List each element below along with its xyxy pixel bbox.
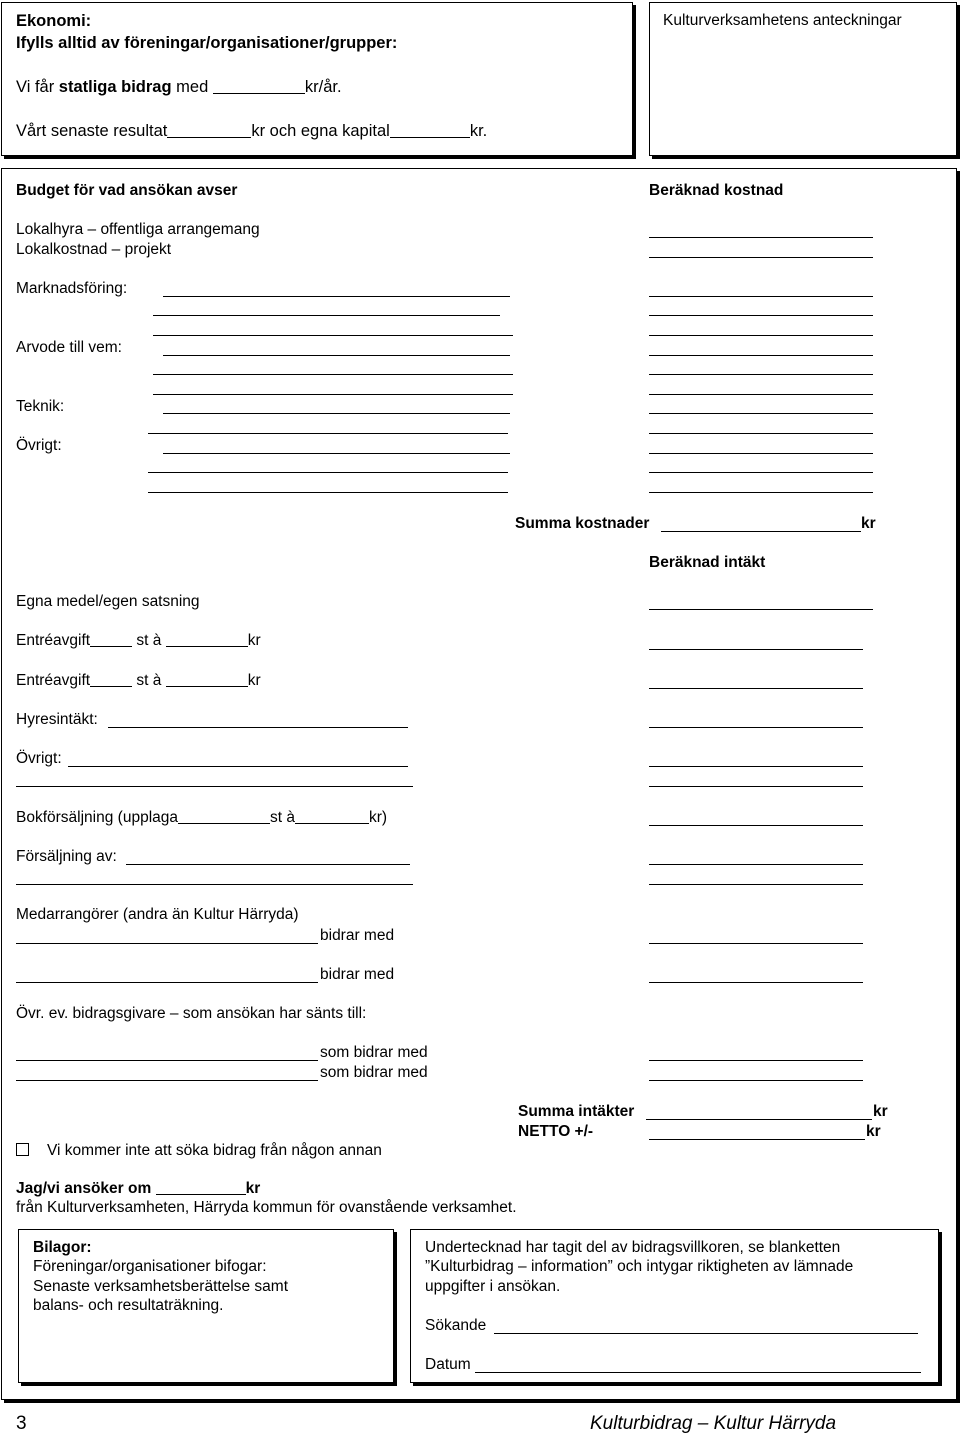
no-other-grant-label: Vi kommer inte att söka bidrag från någon annan: [47, 1142, 382, 1159]
economy-heading: Ekonomi:: [16, 12, 92, 30]
other-cost-line-1[interactable]: [148, 433, 508, 434]
contributes-with-1: som bidrar med: [320, 1044, 428, 1061]
other-income-desc-2[interactable]: [16, 786, 413, 787]
income-line[interactable]: [649, 786, 863, 787]
cost-line[interactable]: [649, 296, 873, 297]
net-unit: kr: [866, 1123, 881, 1140]
books-price-field[interactable]: [295, 823, 369, 824]
coorg-name-1[interactable]: [16, 943, 318, 944]
grants-line: Vi får statliga bidrag med kr/år.: [16, 78, 342, 96]
apply-from: från Kulturverksamheten, Härryda kommun för ovanstående verksamhet.: [16, 1199, 517, 1216]
cost-line[interactable]: [649, 237, 873, 238]
attachments-title: Bilagor:: [33, 1239, 92, 1256]
contributes-1: bidrar med: [320, 927, 395, 944]
cost-line[interactable]: [649, 492, 873, 493]
contributes-with-2: som bidrar med: [320, 1064, 428, 1081]
ticket-price-field[interactable]: [166, 646, 248, 647]
income-line[interactable]: [649, 982, 863, 983]
coorg-name-2[interactable]: [16, 982, 318, 983]
attachments-l3: balans- och resultaträkning.: [33, 1297, 224, 1314]
marketing-label: Marknadsföring:: [16, 280, 128, 297]
income-line[interactable]: [649, 688, 863, 689]
equity-field[interactable]: [390, 137, 470, 138]
signature-l2: ”Kulturbidrag – information” och intygar riktigheten av lämnade: [425, 1258, 854, 1275]
applicant-label: Sökande: [425, 1317, 487, 1334]
ticket-line-1: Entréavgift st à kr: [16, 632, 261, 649]
income-line[interactable]: [649, 825, 863, 826]
tech-label: Teknik:: [16, 398, 65, 415]
fee-line-2[interactable]: [153, 374, 513, 375]
fee-label: Arvode till vem:: [16, 339, 122, 356]
books-edition-field[interactable]: [178, 823, 270, 824]
income-line[interactable]: [649, 1080, 863, 1081]
signature-l3: uppgifter i ansökan.: [425, 1278, 561, 1295]
cost-line[interactable]: [649, 433, 873, 434]
sum-costs-unit: kr: [861, 515, 876, 532]
net-field[interactable]: [649, 1139, 865, 1140]
apply-amount-field[interactable]: [156, 1194, 246, 1195]
other-cost-label: Övrigt:: [16, 437, 62, 454]
signature-l1: Undertecknad har tagit del av bidragsvillkoren, se blanketten: [425, 1239, 841, 1256]
income-heading: Beräknad intäkt: [649, 554, 766, 571]
ticket-count-field[interactable]: [90, 686, 132, 687]
own-funds-label: Egna medel/egen satsning: [16, 593, 200, 610]
cost-line[interactable]: [649, 355, 873, 356]
grants-amount-field[interactable]: [213, 93, 305, 94]
income-line[interactable]: [649, 649, 863, 650]
no-other-grant-checkbox[interactable]: [16, 1143, 29, 1156]
other-cost-line-4[interactable]: [148, 492, 508, 493]
sum-income-label: Summa intäkter: [518, 1103, 635, 1120]
budget-heading: Budget för vad ansökan avser: [16, 182, 238, 199]
applicant-field[interactable]: [494, 1333, 918, 1334]
cost-line[interactable]: [649, 315, 873, 316]
income-line[interactable]: [649, 609, 873, 610]
economy-subheading: Ifylls alltid av föreningar/organisationer/grupper:: [16, 34, 398, 52]
cost-line[interactable]: [649, 394, 873, 395]
rent-public: Lokalhyra – offentliga arrangemang: [16, 221, 260, 238]
sales-desc-1[interactable]: [126, 864, 410, 865]
income-line[interactable]: [649, 864, 863, 865]
income-line[interactable]: [649, 943, 863, 944]
sales-desc-2[interactable]: [16, 884, 413, 885]
sum-costs-label: Summa kostnader: [515, 515, 650, 532]
attachments-l2: Senaste verksamhetsberättelse samt: [33, 1278, 289, 1295]
tech-line-1[interactable]: [163, 413, 510, 414]
sum-income-unit: kr: [873, 1103, 888, 1120]
coorg-label: Medarrangörer (andra än Kultur Härryda): [16, 906, 299, 923]
donor-name-2[interactable]: [16, 1080, 318, 1081]
income-line[interactable]: [649, 884, 863, 885]
cost-line[interactable]: [649, 453, 873, 454]
result-field[interactable]: [167, 137, 251, 138]
cost-heading: Beräknad kostnad: [649, 182, 784, 199]
cost-line[interactable]: [649, 257, 873, 258]
net-label: NETTO +/-: [518, 1123, 594, 1140]
cost-line[interactable]: [649, 413, 873, 414]
books-line: Bokförsäljning (upplaga st à kr): [16, 809, 388, 826]
contributes-2: bidrar med: [320, 966, 395, 983]
marketing-line-3[interactable]: [153, 335, 513, 336]
date-field[interactable]: [475, 1372, 921, 1373]
other-income-desc-1[interactable]: [68, 766, 408, 767]
marketing-line-2[interactable]: [153, 315, 500, 316]
income-line[interactable]: [649, 766, 863, 767]
donor-name-1[interactable]: [16, 1060, 318, 1061]
income-line[interactable]: [649, 1060, 863, 1061]
result-line: Vårt senaste resultat kr och egna kapital kr.: [16, 122, 488, 140]
notes-title: Kulturverksamhetens anteckningar: [663, 12, 902, 29]
income-line[interactable]: [649, 727, 863, 728]
sum-income-field[interactable]: [646, 1119, 872, 1120]
sales-label: Försäljning av:: [16, 848, 117, 865]
marketing-line-1[interactable]: [163, 296, 510, 297]
cost-line[interactable]: [649, 374, 873, 375]
fee-line-1[interactable]: [163, 355, 510, 356]
rent-income-label: Hyresintäkt:: [16, 711, 98, 728]
ticket-price-field[interactable]: [166, 686, 248, 687]
rent-project: Lokalkostnad – projekt: [16, 241, 172, 258]
cost-line[interactable]: [649, 472, 873, 473]
fee-line-3[interactable]: [153, 394, 513, 395]
ticket-count-field[interactable]: [90, 646, 132, 647]
cost-line[interactable]: [649, 335, 873, 336]
other-income-label: Övrigt:: [16, 750, 62, 767]
sum-costs-field[interactable]: [661, 531, 861, 532]
page-number: 3: [16, 1413, 27, 1434]
rent-income-desc[interactable]: [108, 727, 408, 728]
ticket-line-2: Entréavgift st à kr: [16, 672, 261, 689]
date-label: Datum: [425, 1356, 471, 1373]
other-donors-label: Övr. ev. bidragsgivare – som ansökan har sänts till:: [16, 1005, 367, 1022]
apply-line: Jag/vi ansöker om kr: [16, 1180, 261, 1197]
attachments-l1: Föreningar/organisationer bifogar:: [33, 1258, 267, 1275]
other-cost-line-3[interactable]: [148, 472, 508, 473]
other-cost-line-2[interactable]: [163, 453, 510, 454]
footer-brand: Kulturbidrag – Kultur Härryda: [590, 1413, 837, 1434]
